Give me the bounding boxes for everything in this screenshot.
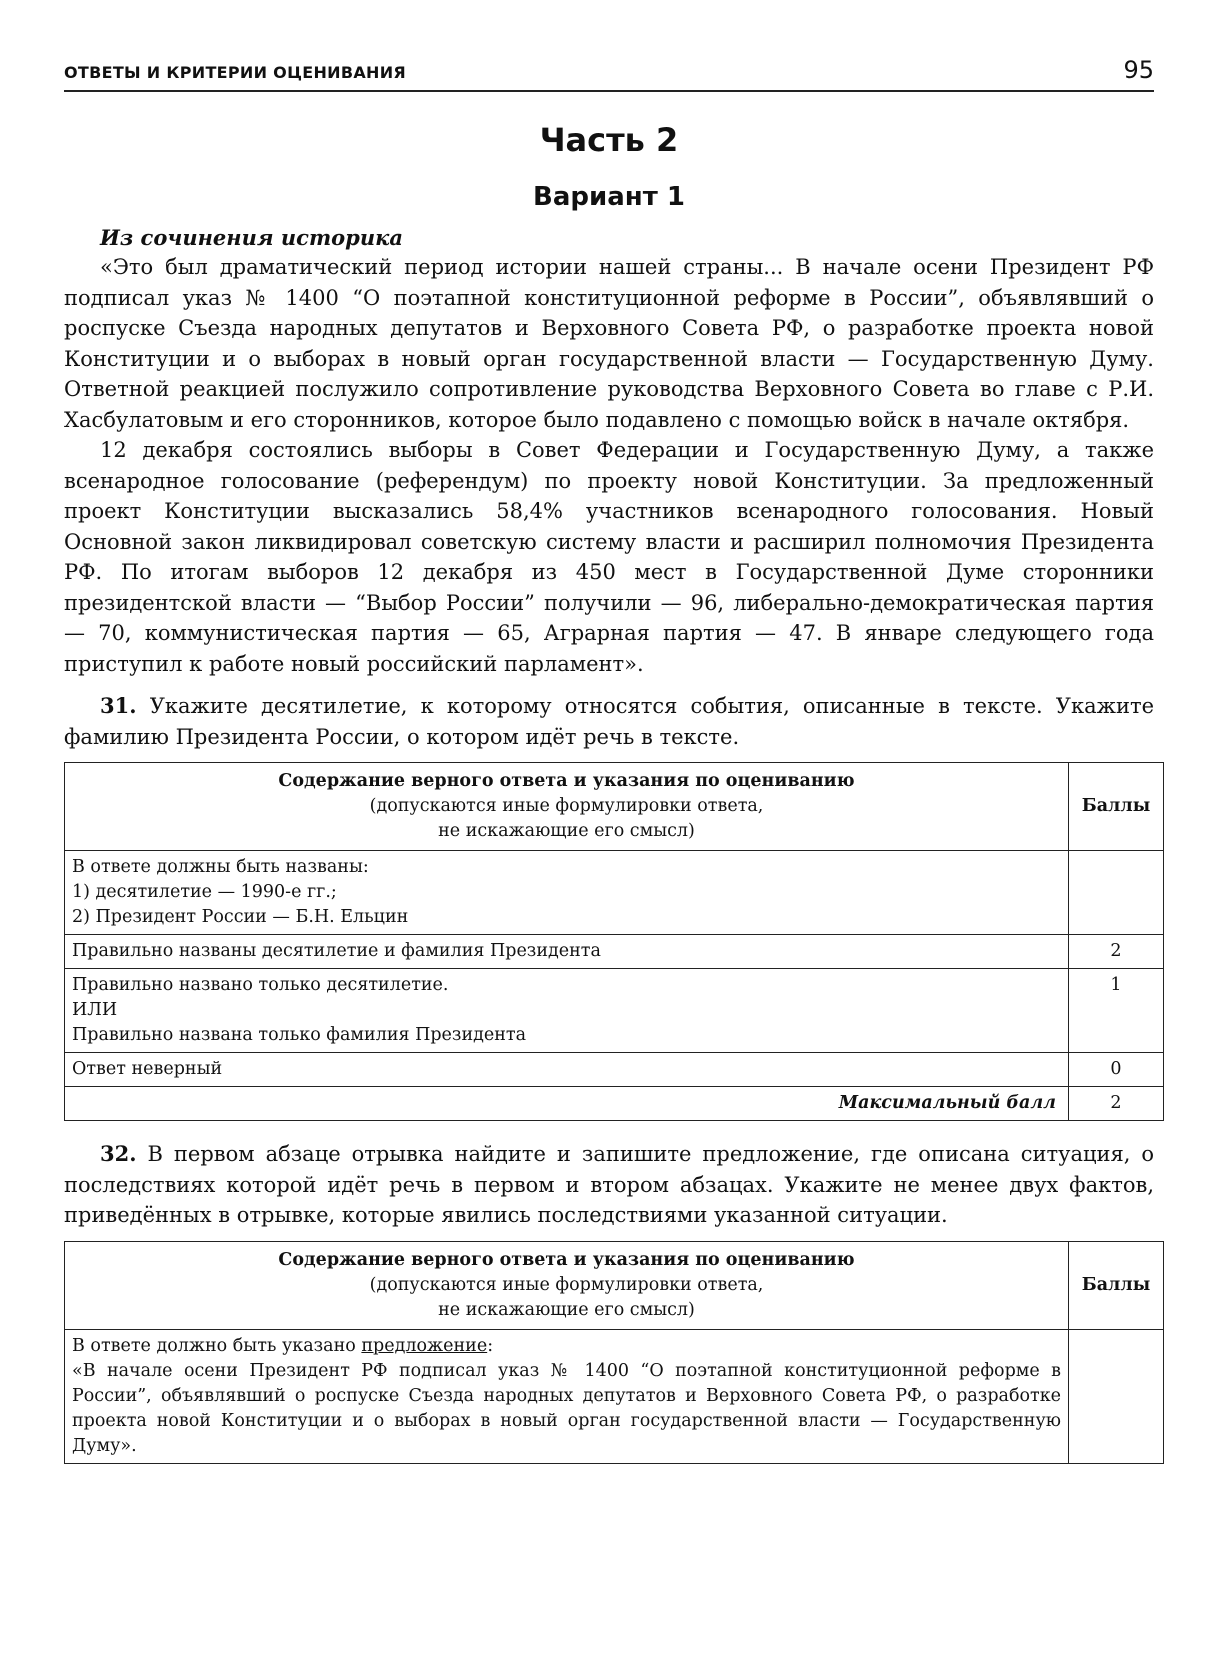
question-31-number: 31. (100, 693, 137, 718)
table-header-row (65, 763, 1164, 851)
source-paragraph-1: «Это был драматический период истории нашей страны... В начале осени Президент РФ подписал указ № 1400 “О поэтапной конституционной реформе в России”, объявлявший о роспуске Съезда народных депутатов и Верховного Совета РФ, о разработке проекта новой Конституции и о выборах в новый орган государственной власти — Государственную Думу. Ответной реакцией послужило сопротивление руководства Верховного Совета во главе с Р.И. Хасбулатовым и его сторонников, которое было подавлено с помощью войск в начале октября. (64, 255, 1154, 432)
content-header (65, 1241, 1069, 1329)
table-row (65, 1053, 1164, 1087)
answer-intro-underlined: предложение (361, 1335, 488, 1356)
answer-intro (72, 1334, 1061, 1359)
question-32-text: В первом абзаце отрывка найдите и запишите предложение, где описана ситуация, о последствиях которой идёт речь в первом и втором абзацах. Укажите не менее двух фактов, приведённых в отрывке, которые явились последствиями указанной ситуации. (64, 1142, 1155, 1227)
question-32 (64, 1139, 1154, 1231)
score-cell: 2 (1069, 935, 1164, 969)
answer-line: 2) Президент России — Б.Н. Ельцин (72, 907, 409, 927)
content-header-sub2: не искажающие его смысл) (438, 821, 695, 841)
running-title: ОТВЕТЫ И КРИТЕРИИ ОЦЕНИВАНИЯ (64, 63, 407, 82)
max-score-label: Максимальный балл (65, 1087, 1069, 1121)
criterion-line: Правильно названо только десятилетие. (72, 975, 449, 995)
table-row (65, 851, 1164, 935)
max-score-value: 2 (1069, 1087, 1164, 1121)
table-row (65, 935, 1164, 969)
question-31 (64, 691, 1154, 752)
question-31-text: Укажите десятилетие, к которому относятся события, описанные в тексте. Укажите фамилию Президента России, о котором идёт речь в тексте. (64, 694, 1154, 749)
content-header-sub2: не искажающие его смысл) (438, 1299, 695, 1320)
source-label: Из сочинения историка (100, 225, 403, 250)
content-header-sub1: (допускаются иные формулировки ответа, (369, 796, 764, 816)
answer-cell (65, 1329, 1069, 1463)
table-row-max (65, 1087, 1164, 1121)
answer-cell (65, 851, 1069, 935)
score-cell: 0 (1069, 1053, 1164, 1087)
criteria-table-31 (64, 762, 1164, 1121)
source-paragraph-2: 12 декабря состоялись выборы в Совет Федерации и Государственную Думу, а также всенародное голосование (референдум) по проекту новой Конституции. За предложенный проект Конституции высказались 58,4% участников всенародного голосования. Новый Основной закон ликвидировал советскую систему власти и расширил полномочия Президента РФ. По итогам выборов 12 декабря из 450 мест в Государственной Думе сторонники президентской власти — “Выбор России” получили — 96, либерально-демократическая партия — 70, коммунистическая партия — 65, Аграрная партия — 47. В январе следующего года приступил к работе новый российский парламент». (64, 438, 1154, 676)
answer-intro-text: В ответе должно быть указано (72, 1335, 362, 1356)
answer-line: В ответе должны быть названы: (72, 857, 369, 877)
answer-line: 1) десятилетие — 1990-е гг.; (72, 882, 337, 902)
part-title: Часть 2 (539, 121, 679, 159)
criterion-line: ИЛИ (72, 1000, 118, 1020)
score-cell: 1 (1069, 969, 1164, 1053)
criterion-line: Ответ неверный (72, 1059, 223, 1079)
criterion-cell (65, 1053, 1069, 1087)
content-header-title: Содержание верного ответа и указания по оцениванию (278, 771, 855, 791)
score-cell-empty (1069, 1329, 1164, 1463)
page-number: 95 (1123, 56, 1154, 84)
answer-quote: «В начале осени Президент РФ подписал указ № 1400 “О поэтапной конституционной реформе в России”, объявлявший о роспуске Съезда народных депутатов и Верховного Совета РФ, о разработке проекта новой Конституции и о выборах в новый орган государственной власти — Государственную Думу». (72, 1360, 1061, 1456)
content-header-title: Содержание верного ответа и указания по оцениванию (278, 1249, 855, 1270)
answer-intro-end: : (487, 1335, 494, 1356)
criterion-cell (65, 969, 1069, 1053)
criterion-line: Правильно названа только фамилия Президента (72, 1025, 527, 1045)
page (64, 58, 1154, 1464)
table-header-row (65, 1241, 1164, 1329)
content-header (65, 763, 1069, 851)
question-32-number: 32. (100, 1141, 137, 1166)
score-header: Баллы (1069, 763, 1164, 851)
table-row (65, 969, 1164, 1053)
criterion-cell (65, 935, 1069, 969)
score-cell-empty (1069, 851, 1164, 935)
page-header (64, 58, 1154, 92)
variant-title: Вариант 1 (533, 182, 685, 212)
content-header-sub1: (допускаются иные формулировки ответа, (369, 1274, 764, 1295)
score-header: Баллы (1069, 1241, 1164, 1329)
table-row (65, 1329, 1164, 1463)
criteria-table-32 (64, 1241, 1164, 1464)
criterion-line: Правильно названы десятилетие и фамилия Президента (72, 941, 601, 961)
